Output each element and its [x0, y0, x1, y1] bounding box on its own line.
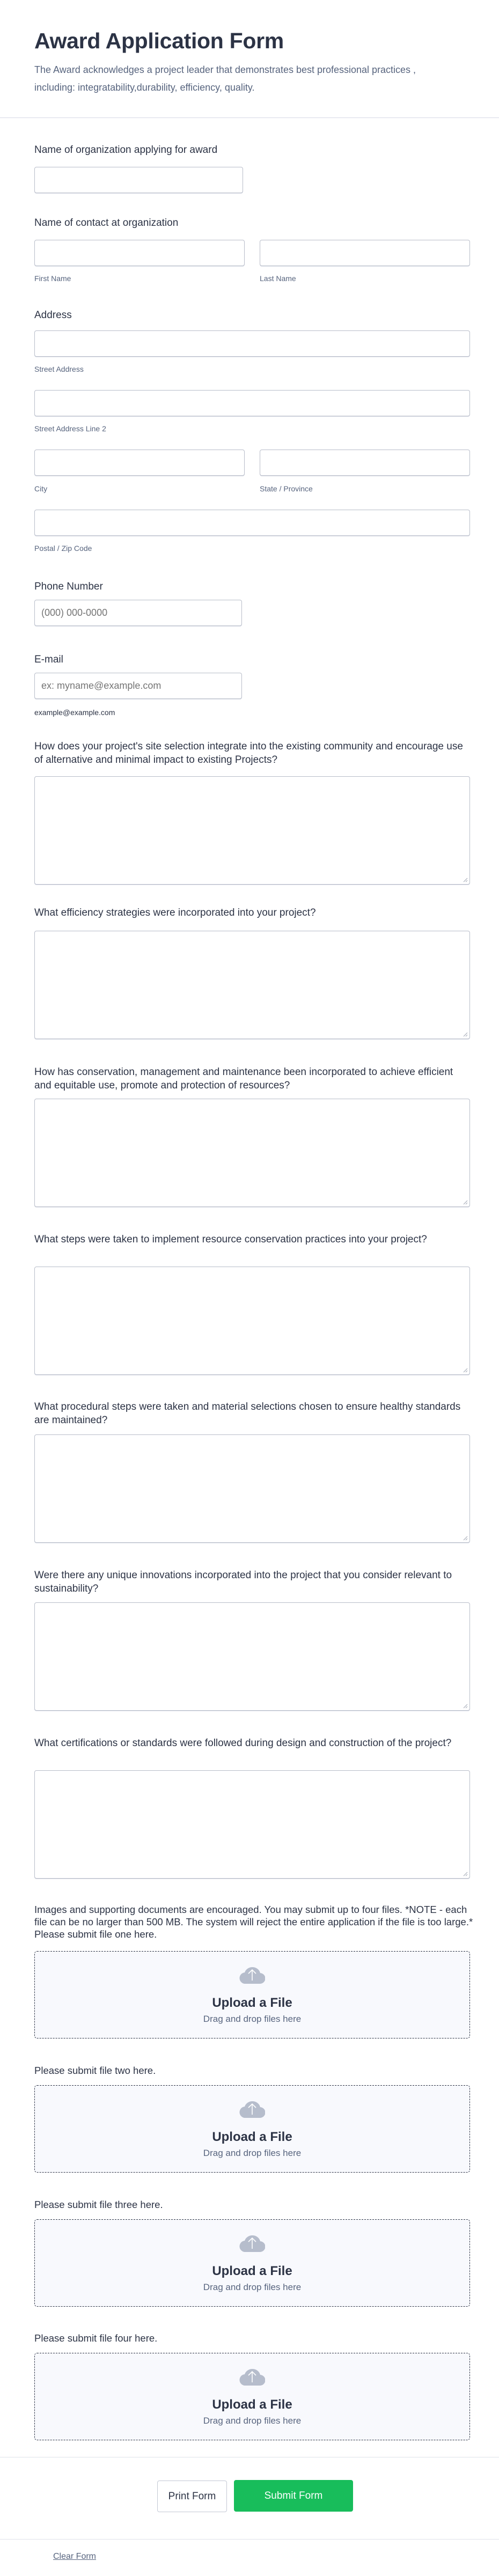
- question-5-label: What procedural steps were taken and material selections chosen to ensure healthy standards are maintained?: [34, 1401, 461, 1426]
- state-input[interactable]: [260, 450, 470, 476]
- last-name-input[interactable]: [260, 240, 470, 266]
- zip-input[interactable]: [34, 510, 470, 536]
- first-name-sublabel: First Name: [34, 274, 71, 283]
- divider: [0, 2539, 499, 2540]
- resize-handle-icon[interactable]: [463, 1032, 468, 1037]
- phone-label: Phone Number: [34, 581, 103, 592]
- upload-2-label: Please submit file two here.: [34, 2065, 156, 2076]
- email-input[interactable]: [34, 673, 242, 699]
- cloud-upload-icon: [239, 1966, 265, 1984]
- clear-form-link[interactable]: Clear Form: [53, 2552, 97, 2561]
- upload-2-dropzone[interactable]: [34, 2085, 470, 2173]
- upload-2-title: Upload a File: [212, 2130, 292, 2144]
- question-3-textarea[interactable]: [34, 1099, 470, 1207]
- question-4-textarea[interactable]: [34, 1267, 470, 1375]
- resize-handle-icon[interactable]: [463, 1871, 468, 1876]
- question-7-textarea[interactable]: [34, 1770, 470, 1879]
- submit-form-button[interactable]: Submit Form: [234, 2480, 353, 2512]
- question-5-textarea[interactable]: [34, 1434, 470, 1543]
- street-address-2-sublabel: Street Address Line 2: [34, 424, 106, 433]
- contact-label: Name of contact at organization: [34, 217, 179, 229]
- organization-input[interactable]: [34, 167, 243, 193]
- email-sublabel: example@example.com: [34, 708, 115, 717]
- resize-handle-icon[interactable]: [463, 1199, 468, 1205]
- upload-3-title: Upload a File: [212, 2264, 292, 2278]
- state-sublabel: State / Province: [260, 484, 313, 493]
- street-address-input[interactable]: [34, 330, 470, 357]
- question-3-label: How has conservation, management and maintenance been incorporated to achieve efficient and equitable use, promote and protection of resources?: [34, 1066, 453, 1091]
- street-address-2-input[interactable]: [34, 390, 470, 416]
- upload-2-hint: Drag and drop files here: [203, 2148, 302, 2158]
- upload-1-dropzone[interactable]: [34, 1951, 470, 2038]
- zip-sublabel: Postal / Zip Code: [34, 544, 92, 553]
- upload-3-dropzone[interactable]: [34, 2219, 470, 2307]
- question-6-label: Were there any unique innovations incorporated into the project that you consider relevant to sustainability?: [34, 1570, 452, 1594]
- question-6-textarea[interactable]: [34, 1602, 470, 1711]
- upload-4-label: Please submit file four here.: [34, 2332, 158, 2344]
- resize-handle-icon[interactable]: [463, 877, 468, 882]
- question-7-label: What certifications or standards were followed during design and construction of the project?: [34, 1738, 452, 1749]
- upload-4-hint: Drag and drop files here: [203, 2416, 302, 2426]
- address-label: Address: [34, 310, 72, 321]
- upload-4-title: Upload a File: [212, 2397, 292, 2412]
- form-title: Award Application Form: [34, 28, 284, 53]
- last-name-sublabel: Last Name: [260, 274, 296, 283]
- street-address-sublabel: Street Address: [34, 365, 84, 373]
- question-4-label: What steps were taken to implement resource conservation practices into your project?: [34, 1234, 427, 1245]
- upload-3-label: Please submit file three here.: [34, 2199, 163, 2210]
- form-footer: [0, 2460, 499, 2575]
- upload-1-label: Images and supporting documents are encouraged. You may submit up to four files. *NOTE - each file can be no larger than 500 MB. The system will reject the entire application if the file is too large.* Please submit file one here.: [34, 1904, 473, 1940]
- form-description: The Award acknowledges a project leader that demonstrates best professional practices , including: integratability,durability, efficiency, quality.: [34, 64, 416, 93]
- question-1-label: How does your project's site selection integrate into the existing community and encourage use of alternative and minimal impact to existing Projects?: [34, 741, 463, 766]
- resize-handle-icon[interactable]: [463, 1367, 468, 1373]
- cloud-upload-icon: [239, 2234, 265, 2252]
- cloud-upload-icon: [239, 2100, 265, 2118]
- upload-4-dropzone[interactable]: [34, 2353, 470, 2440]
- question-2-textarea[interactable]: [34, 931, 470, 1039]
- print-form-button[interactable]: Print Form: [157, 2481, 227, 2512]
- organization-label: Name of organization applying for award: [34, 144, 218, 156]
- upload-3-hint: Drag and drop files here: [203, 2282, 302, 2292]
- cloud-upload-icon: [239, 2367, 265, 2386]
- form-header: [0, 0, 499, 118]
- city-input[interactable]: [34, 450, 245, 476]
- upload-1-title: Upload a File: [212, 1996, 292, 2010]
- city-sublabel: City: [34, 484, 48, 493]
- upload-1-hint: Drag and drop files here: [203, 2014, 302, 2024]
- phone-input[interactable]: [34, 600, 242, 626]
- resize-handle-icon[interactable]: [463, 1535, 468, 1541]
- resize-handle-icon[interactable]: [463, 1703, 468, 1709]
- question-1-textarea[interactable]: [34, 776, 470, 885]
- first-name-input[interactable]: [34, 240, 245, 266]
- question-2-label: What efficiency strategies were incorporated into your project?: [34, 907, 316, 918]
- email-label: E-mail: [34, 654, 63, 665]
- form-body: [0, 118, 499, 2460]
